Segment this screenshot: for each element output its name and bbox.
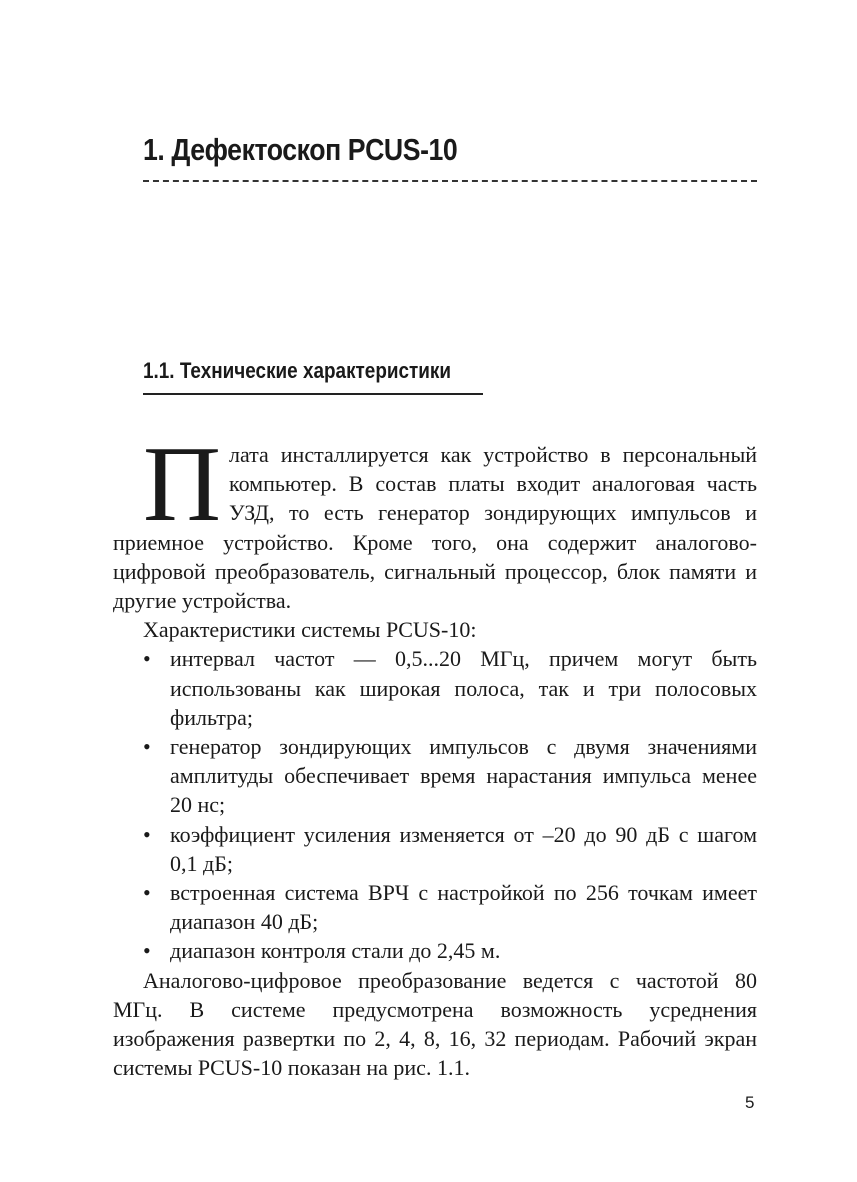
drop-cap: П [143,425,221,544]
chapter-divider [143,180,757,182]
bullet-icon: • [143,734,151,760]
characteristics-list [113,644,757,965]
list-item [113,820,757,878]
page-number: 5 [745,1093,755,1112]
list-item [113,732,757,820]
body-text [113,425,757,1082]
list-item-text: интервал частот — 0,5...20 МГц, причем могут быть использованы как широкая полоса, так и три полосовых фильтра; [170,646,757,730]
bullet-icon: • [143,646,151,672]
bullet-icon: • [143,938,151,964]
section-underline [143,393,483,395]
list-item-text: коэффициент усиления изменяется от –20 до 90 дБ с шагом 0,1 дБ; [170,821,757,876]
closing-paragraph: Аналогово-цифровое преобразование ведется с частотой 80 МГц. В системе предусмотрена возможность усреднения изображения развертки по 2, 4, 8, 16, 32 периодам. Рабочий экран системы PCUS-10 показан на рис. 1.1. [113,967,757,1081]
chapter-title: 1. Дефектоскоп PCUS-10 [143,132,458,167]
list-item-text: встроенная система ВРЧ с настройкой по 256 точкам имеет диапазон 40 дБ; [170,880,757,935]
bullet-icon: • [143,821,151,847]
intro-paragraph [113,425,757,615]
characteristics-heading: Характеристики системы PCUS-10: [143,617,477,643]
list-item-text: диапазон контроля стали до 2,45 м. [170,938,501,964]
list-item [113,878,757,936]
list-item [113,936,757,965]
section-title: 1.1. Технические характеристики [143,358,452,383]
list-item [113,644,757,732]
list-item-text: генератор зондирующих импульсов с двумя значениями амплитуды обеспечивает время нарастания импульса менее 20 нс; [170,734,757,818]
intro-text: лата инсталлируется как устройство в персональный компьютер. В состав платы входит аналоговая часть УЗД, то есть генератор зондирующих импульсов и приемное устройство. Кроме того, она содержит аналогово-цифровой преобразователь, сигнальный процессор, блок памяти и другие устройства. [113,442,757,614]
bullet-icon: • [143,880,151,906]
